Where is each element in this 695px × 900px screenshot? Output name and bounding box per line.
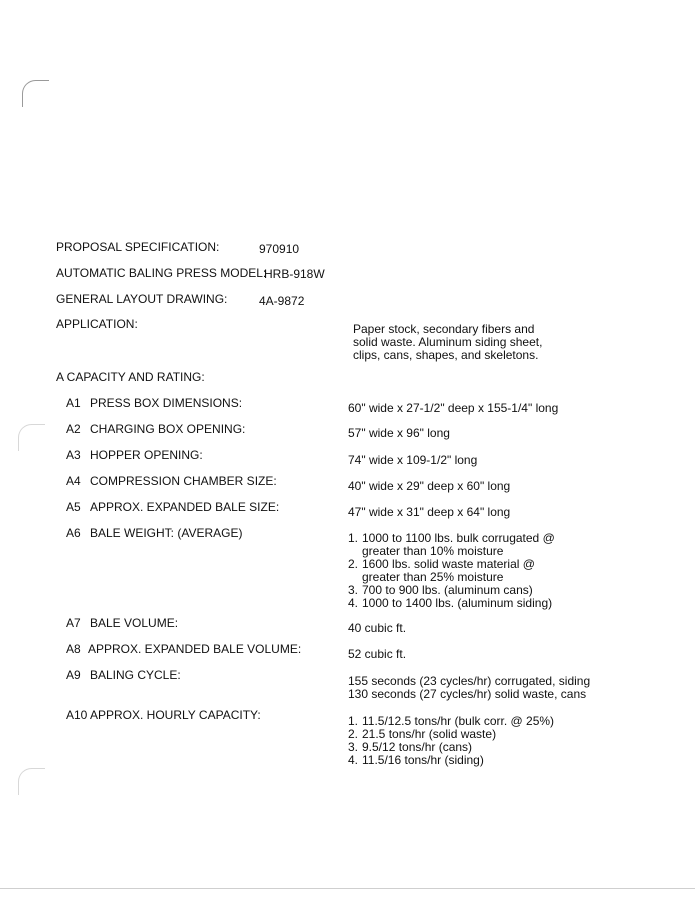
item-value-a7: 40 cubic ft.	[348, 621, 407, 635]
item-code-a9: A9	[66, 668, 81, 682]
application-line: clips, cans, shapes, and skeletons.	[353, 348, 539, 362]
bale-weight-list	[348, 532, 555, 610]
drawing-label: GENERAL LAYOUT DRAWING:	[56, 292, 228, 306]
item-value-a5: 47" wide x 31" deep x 64" long	[348, 505, 511, 519]
item-value-a8: 52 cubic ft.	[348, 647, 407, 661]
item-label-a10: APPROX. HOURLY CAPACITY:	[90, 708, 261, 722]
item-label-a5: APPROX. EXPANDED BALE SIZE:	[90, 500, 280, 514]
item-label-a1: PRESS BOX DIMENSIONS:	[90, 396, 243, 410]
item-code-a2: A2	[66, 422, 81, 436]
item-label-a7: BALE VOLUME:	[90, 616, 179, 630]
list-item: 2. 21.5 tons/hr (solid waste)	[348, 727, 497, 741]
page-edge-line	[0, 888, 695, 889]
model-value: HRB-918W	[264, 267, 325, 281]
item-value-a3: 74" wide x 109-1/2" long	[348, 453, 478, 467]
item-label-a2: CHARGING BOX OPENING:	[90, 422, 246, 436]
item-label-a6: BALE WEIGHT: (AVERAGE)	[90, 526, 243, 540]
proposal-value: 970910	[259, 242, 300, 256]
item-label-a8: APPROX. EXPANDED BALE VOLUME:	[88, 642, 302, 656]
list-item: 4. 1000 to 1400 lbs. (aluminum siding)	[348, 596, 553, 610]
item-code-a5: A5	[66, 500, 81, 514]
item-code-a3: A3	[66, 448, 81, 462]
list-item: 3. 700 to 900 lbs. (aluminum cans)	[348, 583, 533, 597]
application-line: Paper stock, secondary fibers and	[353, 322, 535, 336]
item-label-a4: COMPRESSION CHAMBER SIZE:	[90, 474, 277, 488]
baling-cycle-value: 155 seconds (23 cycles/hr) corrugated, siding 130 seconds (27 cycles/hr) solid waste, cans	[348, 674, 591, 701]
item-label-a3: HOPPER OPENING:	[90, 448, 203, 462]
punch-hole-middle	[18, 424, 45, 451]
punch-hole-top	[22, 80, 49, 107]
item-code-a6: A6	[66, 526, 81, 540]
model-label: AUTOMATIC BALING PRESS MODEL:	[56, 266, 267, 280]
application-line: solid waste. Aluminum siding sheet,	[353, 335, 543, 349]
punch-hole-bottom	[18, 768, 45, 795]
item-code-a8: A8	[66, 642, 81, 656]
item-value-a2: 57" wide x 96" long	[348, 426, 450, 440]
item-code-a4: A4	[66, 474, 81, 488]
item-value-a4: 40" wide x 29" deep x 60" long	[348, 479, 511, 493]
list-item: 3. 9.5/12 tons/hr (cans)	[348, 740, 473, 754]
item-value-a1: 60" wide x 27-1/2" deep x 155-1/4" long	[348, 401, 559, 415]
item-code-a10: A10	[66, 708, 88, 722]
item-code-a1: A1	[66, 396, 81, 410]
drawing-value: 4A-9872	[259, 294, 305, 308]
application-label: APPLICATION:	[56, 317, 138, 331]
list-item: 4. 11.5/16 tons/hr (siding)	[348, 753, 484, 767]
proposal-label: PROPOSAL SPECIFICATION:	[56, 240, 220, 254]
application-description	[353, 323, 542, 362]
list-item: 2. 1600 lbs. solid waste material @ greater than 25% moisture	[348, 557, 535, 584]
list-item: 1. 11.5/12.5 tons/hr (bulk corr. @ 25%)	[348, 714, 555, 728]
hourly-capacity-list	[348, 715, 554, 767]
section-a-title: A CAPACITY AND RATING:	[56, 370, 205, 384]
item-label-a9: BALING CYCLE:	[90, 668, 181, 682]
list-item: 1. 1000 to 1100 lbs. bulk corrugated @ greater than 10% moisture	[348, 531, 555, 558]
item-code-a7: A7	[66, 616, 81, 630]
